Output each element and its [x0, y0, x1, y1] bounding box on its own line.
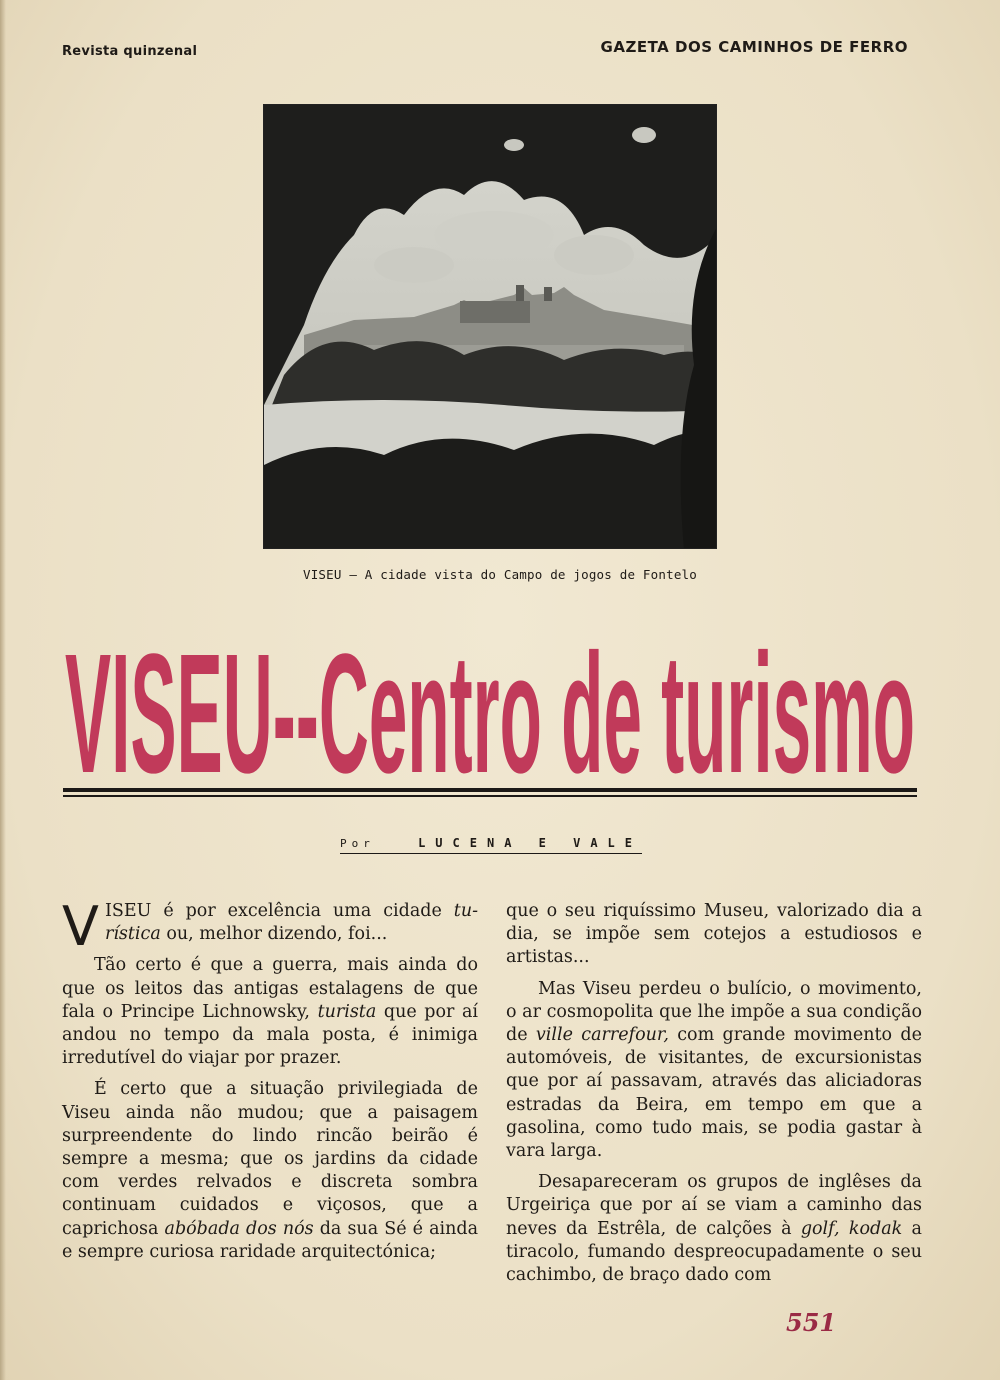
article-column-left [62, 895, 479, 1264]
paragraph-text: ISEU é por excelência uma cidade [104, 901, 454, 921]
photograph-viseu [263, 104, 717, 549]
paragraph-text: Tão certo é que a guerra, mais ainda do que os leitos das antigas estalagens de que fala o Principe Lichnowsky, [62, 955, 478, 1022]
article-paragraph [506, 978, 922, 1164]
byline-author: LUCENA E VALE [418, 836, 642, 850]
italic-term: abóbada dos nós [164, 1218, 314, 1239]
paragraph-text: ou, melhor dizendo, foi... [160, 924, 388, 945]
header-right: GAZETA DOS CAMINHOS DE FERRO [600, 38, 908, 56]
paragraph-text: É certo que a situação privilegiada de Viseu ainda não mudou; que a paisagem surpreendente do lindo rincão beirão é sempre a mesma; que os jardins da cidade com verdes relvados e discreta sombra continuam cuidados e viçosos, que a caprichosa [62, 1079, 478, 1239]
article-title [60, 612, 920, 788]
photo-illustration [264, 105, 717, 549]
drop-cap: V [62, 895, 99, 958]
italic-term: ville carrefour, [535, 1025, 669, 1046]
article-column-right [506, 900, 922, 1287]
title-rule-thin [63, 795, 917, 797]
paragraph-text: que o seu riquíssimo Museu, valorizado dia a dia, se impõe sem cotejos a estudiosos e artistas... [506, 901, 922, 968]
byline-prefix: Por [340, 837, 375, 850]
article-title-text: VISEU--Centro de turismo [65, 619, 915, 788]
title-rule-thick [63, 788, 917, 792]
article-paragraph [506, 1171, 922, 1287]
paragraph-text: a tiracolo, fumando despreocupadamente o seu cachimbo, de braço dado com [506, 1218, 922, 1286]
article-paragraph [62, 1078, 478, 1264]
page-edge-shadow [0, 0, 6, 1380]
paragraph-text: com grande movimento de automóveis, de visitantes, de excursionistas que por aí passavam, através das aliciadoras estradas da Beira, em tempo em que a gasolina, como tudo mais, se podia gastar à vara larga. [506, 1025, 922, 1162]
italic-term: tu- [453, 901, 478, 921]
paragraph-text: Desapareceram os grupos de inglêses da Urgeiriça que por aí se viam a caminho das neves da Estrêla, de calções à [506, 1172, 922, 1239]
photo-caption: VISEU — A cidade vista do Campo de jogos de Fontelo [302, 567, 697, 582]
paragraph-gap [506, 1163, 922, 1171]
paragraph-gap [506, 970, 922, 978]
header-left: Revista quinzenal [62, 44, 198, 59]
italic-term: golf, [800, 1218, 840, 1239]
article-paragraph [62, 900, 478, 946]
left-column-body [62, 895, 479, 1264]
paragraph-text: da sua Sé é ainda e sempre curiosa raridade arquitectónica; [62, 1218, 479, 1262]
italic-term: turista [317, 1001, 377, 1022]
paragraph-text: que por aí andou no tempo da mala posta, é inimiga irredutível do viajar por prazer. [62, 1001, 478, 1069]
article-paragraph [506, 900, 922, 970]
paragraph-gap [62, 1070, 478, 1078]
page-number: 551 [786, 1308, 837, 1337]
byline [340, 836, 642, 854]
paragraph-text: Mas Viseu perdeu o bulício, o movimento, o ar cosmopolita que lhe impõe a sua condição de [506, 978, 922, 1046]
italic-term: rística [104, 924, 161, 945]
article-paragraph [62, 954, 478, 1070]
italic-term: kodak [848, 1218, 903, 1239]
paragraph-text [840, 1219, 849, 1239]
paragraph-gap [62, 946, 478, 954]
right-column-body [506, 900, 922, 1287]
